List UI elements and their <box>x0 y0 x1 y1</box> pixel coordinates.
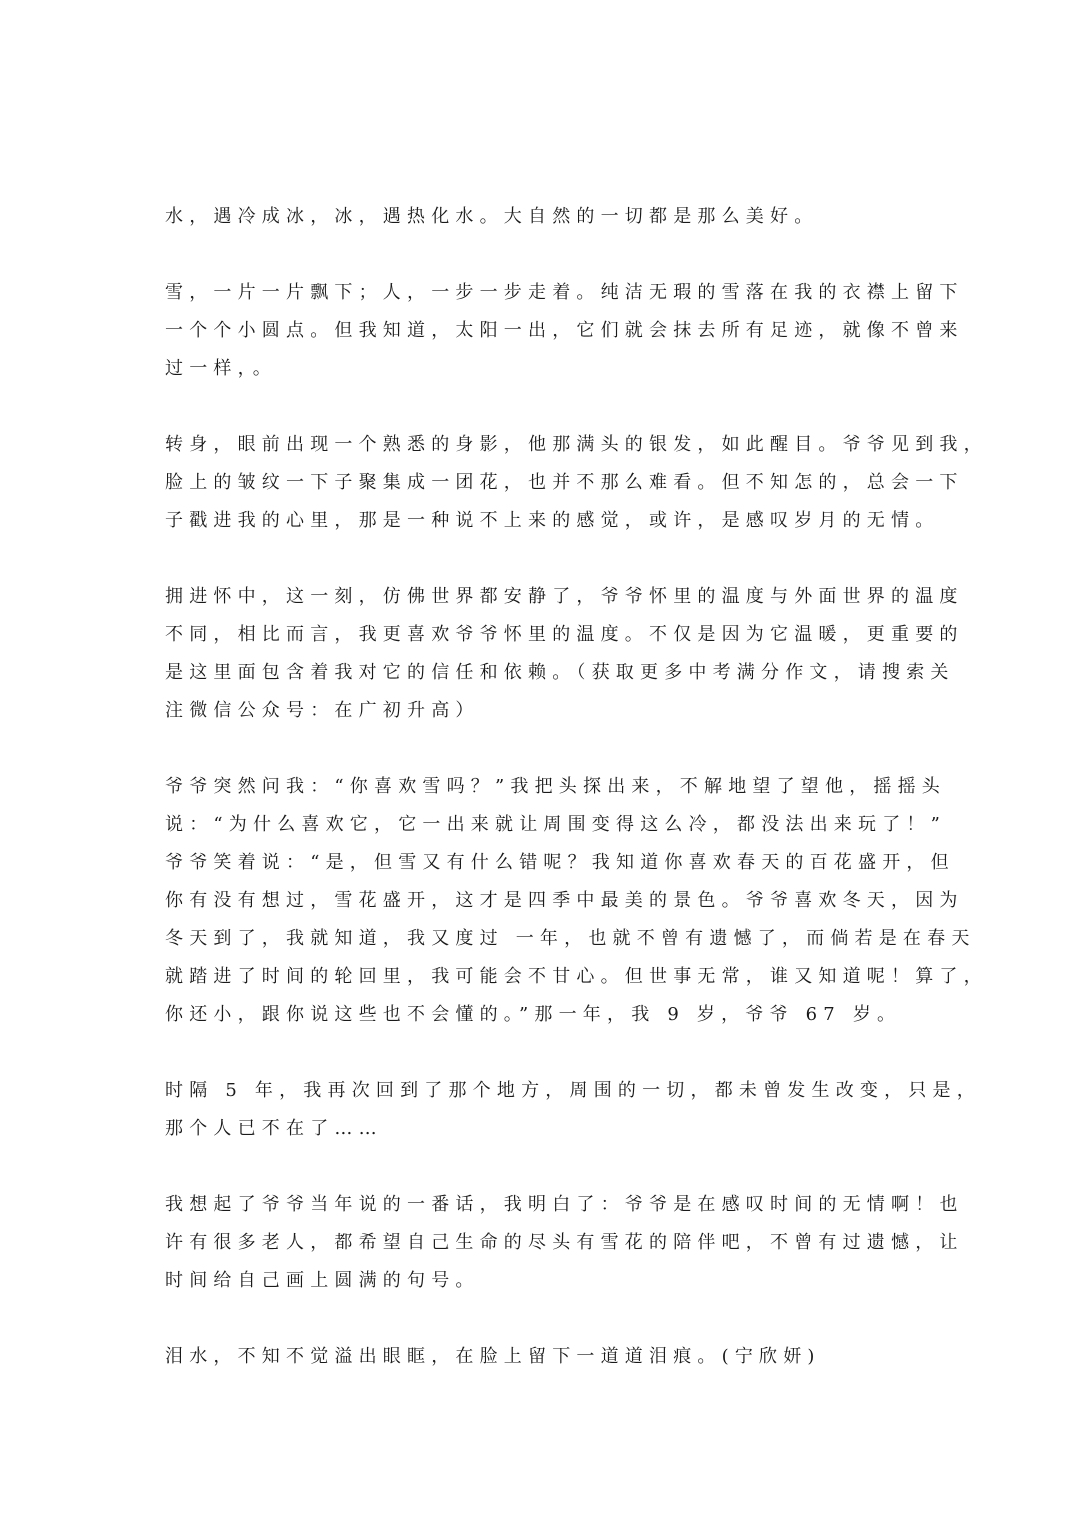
text-line: 脸上的皱纹一下子聚集成一团花，也并不那么难看。但不知怎的，总会一下 <box>165 472 964 493</box>
text-line: 就踏进了时间的轮回里，我可能会不甘心。但世事无常，谁又知道呢！算了， <box>165 966 988 987</box>
text-line: 拥进怀中，这一刻，仿佛世界都安静了，爷爷怀里的温度与外面世界的温度 <box>165 586 964 607</box>
paragraph <box>165 274 964 388</box>
text-line: 不同，相比而言，我更喜欢爷爷怀里的温度。不仅是因为它温暖，更重要的 <box>165 624 964 645</box>
text-line: 时间给自己画上圆满的句号。 <box>165 1270 480 1291</box>
text-line: 泪水，不知不觉溢出眼眶，在脸上留下一道道泪痕。(宁欣妍) <box>165 1346 821 1367</box>
text-line: 你还小，跟你说这些也不会懂的。”那一年，我 9 岁，爷爷 67 岁。 <box>165 1004 902 1025</box>
essay-body <box>165 198 988 1414</box>
text-line: 时隔 5 年，我再次回到了那个地方，周围的一切，都未曾发生改变，只是， <box>165 1080 981 1101</box>
text-line: 爷爷笑着说：“是，但雪又有什么错呢？我知道你喜欢春天的百花盛开，但 <box>165 852 955 873</box>
text-line: 那个人已不在了…… <box>165 1118 383 1139</box>
paragraph <box>165 1072 981 1148</box>
paragraph <box>165 198 925 236</box>
paragraph <box>165 1338 925 1376</box>
text-line: 雪，一片一片飘下；人，一步一步走着。纯洁无瑕的雪落在我的衣襟上留下 <box>165 282 964 303</box>
text-line: 你有没有想过，雪花盛开，这才是四季中最美的景色。爷爷喜欢冬天，因为 <box>165 890 964 911</box>
text-line: 爷爷突然问我：“你喜欢雪吗？”我把头探出来，不解地望了望他，摇摇头 <box>165 776 947 797</box>
text-line: 说：“为什么喜欢它，它一出来就让周围变得这么冷，都没法出来玩了！” <box>165 814 947 835</box>
paragraph <box>165 1186 964 1300</box>
paragraph <box>165 578 964 730</box>
text-line: 一个个小圆点。但我知道，太阳一出，它们就会抹去所有足迹，就像不曾来 <box>165 320 964 341</box>
text-line: 注微信公众号：在广初升高） <box>165 700 480 721</box>
text-line: 水，遇冷成冰，冰，遇热化水。大自然的一切都是那么美好。 <box>165 206 819 227</box>
text-line: 过一样，。 <box>165 358 277 379</box>
text-line: 许有很多老人，都希望自己生命的尽头有雪花的陪伴吧，不曾有过遗憾，让 <box>165 1232 964 1253</box>
text-line: 是这里面包含着我对它的信任和依赖。（获取更多中考满分作文，请搜索关 <box>165 662 955 683</box>
text-line: 转身，眼前出现一个熟悉的身影，他那满头的银发，如此醒目。爷爷见到我， <box>165 434 988 455</box>
paragraph <box>165 426 988 540</box>
text-line: 冬天到了，我就知道，我又度过 一年，也就不曾有遗憾了，而倘若是在春天 <box>165 928 976 949</box>
paragraph <box>165 768 988 1034</box>
text-line: 子戳进我的心里，那是一种说不上来的感觉，或许，是感叹岁月的无情。 <box>165 510 940 531</box>
text-line: 我想起了爷爷当年说的一番话，我明白了：爷爷是在感叹时间的无情啊！也 <box>165 1194 964 1215</box>
